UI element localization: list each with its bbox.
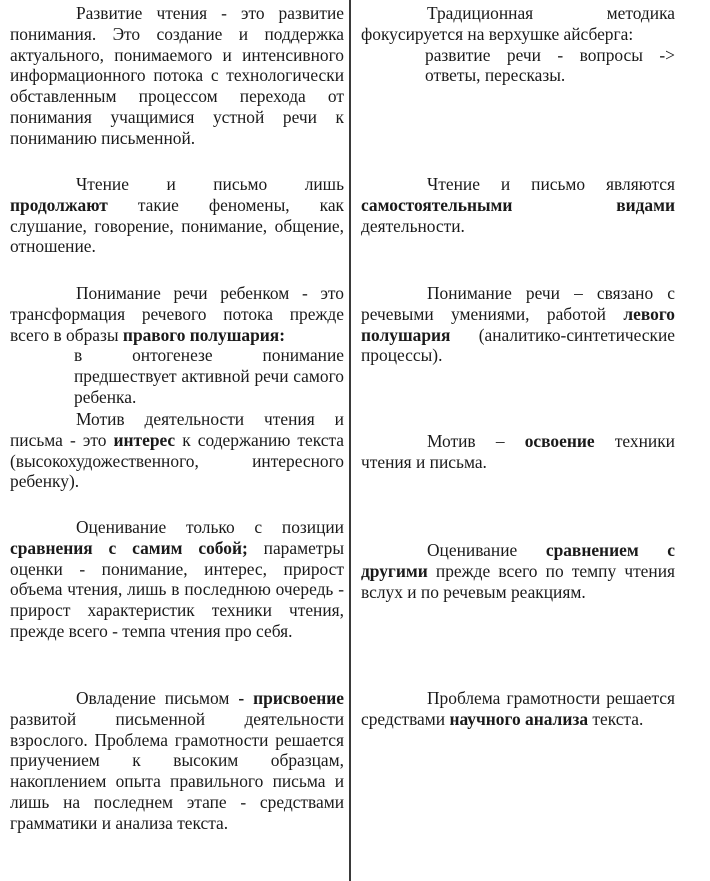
right-paragraph-6 — [361, 688, 675, 730]
left-paragraph-2 — [10, 174, 344, 257]
right-paragraph-5-text-a: Оценивание — [427, 540, 546, 560]
left-paragraph-6-text-a: Овладение письмом — [76, 688, 239, 708]
left-paragraph-5 — [10, 517, 344, 642]
left-paragraph-4-text-b: к содержанию текста (высокохудожественного, интересного ребенку). — [10, 429, 345, 492]
left-paragraph-2-text-b: такие феномены, как слушание, говорение, понимание, общение, отношение. — [10, 194, 344, 257]
right-paragraph-2-text-b: деятельности. — [361, 215, 465, 236]
right-paragraph-2 — [361, 174, 675, 236]
left-paragraph-5-text-b: параметры оценки - понимание, интерес, прирост объема чтения, лишь в последнюю очередь - прирост характеристик техники чтения, прежде всего - темпа чтения про себя. — [10, 537, 345, 641]
left-paragraph-1-text: Развитие чтения - это развитие понимания. Это создание и поддержка актуального, понимаемого и интенсивного информационного потока с технологически обставленным процессом перехода от понимания учащимися устной речи к пониманию письменной. — [10, 3, 344, 148]
right-paragraph-3 — [361, 283, 675, 366]
left-paragraph-6-bold: - присвоение — [238, 688, 345, 708]
left-paragraph-5-text-a: Оценивание только с позиции — [76, 517, 344, 537]
column-divider — [349, 0, 351, 881]
left-paragraph-4-text-a: Мотив деятельности чтения и письма - это — [10, 409, 344, 450]
left-paragraph-2-text-a: Чтение и письмо лишь — [76, 174, 344, 194]
left-paragraph-3 — [10, 283, 344, 408]
right-paragraph-5 — [361, 540, 675, 602]
right-paragraph-3-bold: левого полушария — [361, 303, 675, 345]
left-paragraph-6-text-b: развитой письменной деятельности взрослого. Проблема грамотности решается приучением к высоким образцам, накоплением опыта правильного письма и лишь на последнем этапе - средствами грамматики и анализа текста. — [10, 708, 344, 833]
right-paragraph-6-text-a: Проблема грамотности решается средствами — [361, 688, 675, 729]
left-paragraph-5-bold: сравнения с самим собой; — [10, 537, 248, 558]
right-paragraph-6-text-b: текста. — [588, 708, 644, 729]
right-paragraph-1-text: Традиционная методика фокусируется на верхушке айсберга: — [361, 3, 675, 44]
right-paragraph-1-continuation: развитие речи - вопросы -> ответы, пересказы. — [425, 44, 675, 86]
right-paragraph-6-bold: научного анализа — [449, 708, 589, 729]
right-paragraph-5-bold: сравнением с другими — [361, 540, 675, 581]
left-paragraph-6 — [10, 688, 344, 834]
right-paragraph-3-text-a: Понимание речи – связано с речевыми умениями, работой — [361, 283, 675, 324]
right-paragraph-1 — [361, 3, 675, 86]
left-paragraph-3-text-a: Понимание речи ребенком - это трансформация речевого потока прежде всего в образы — [10, 283, 344, 345]
right-paragraph-4 — [361, 431, 675, 473]
left-paragraph-2-bold: продолжают — [10, 194, 108, 215]
left-paragraph-1 — [10, 3, 344, 149]
right-paragraph-4-text-b: техники чтения и письма. — [361, 431, 675, 472]
right-paragraph-4-bold: освоение — [524, 431, 595, 451]
right-paragraph-2-text-a: Чтение и письмо являются — [427, 174, 675, 194]
right-paragraph-5-text-b: прежде всего по темпу чтения вслух и по речевым реакциям. — [361, 560, 675, 602]
right-paragraph-3-text-b: (аналитико-синтетические процессы). — [361, 324, 675, 366]
left-paragraph-4 — [10, 409, 344, 492]
right-paragraph-4-text-a: Мотив – — [427, 431, 525, 451]
right-paragraph-2-bold: самостоятельными видами — [361, 194, 675, 215]
left-paragraph-3-continuation: в онтогенезе понимание предшествует активной речи самого ребенка. — [74, 345, 344, 407]
left-paragraph-3-bold: правого полушария: — [122, 324, 285, 345]
left-paragraph-4-bold: интерес — [113, 429, 176, 450]
